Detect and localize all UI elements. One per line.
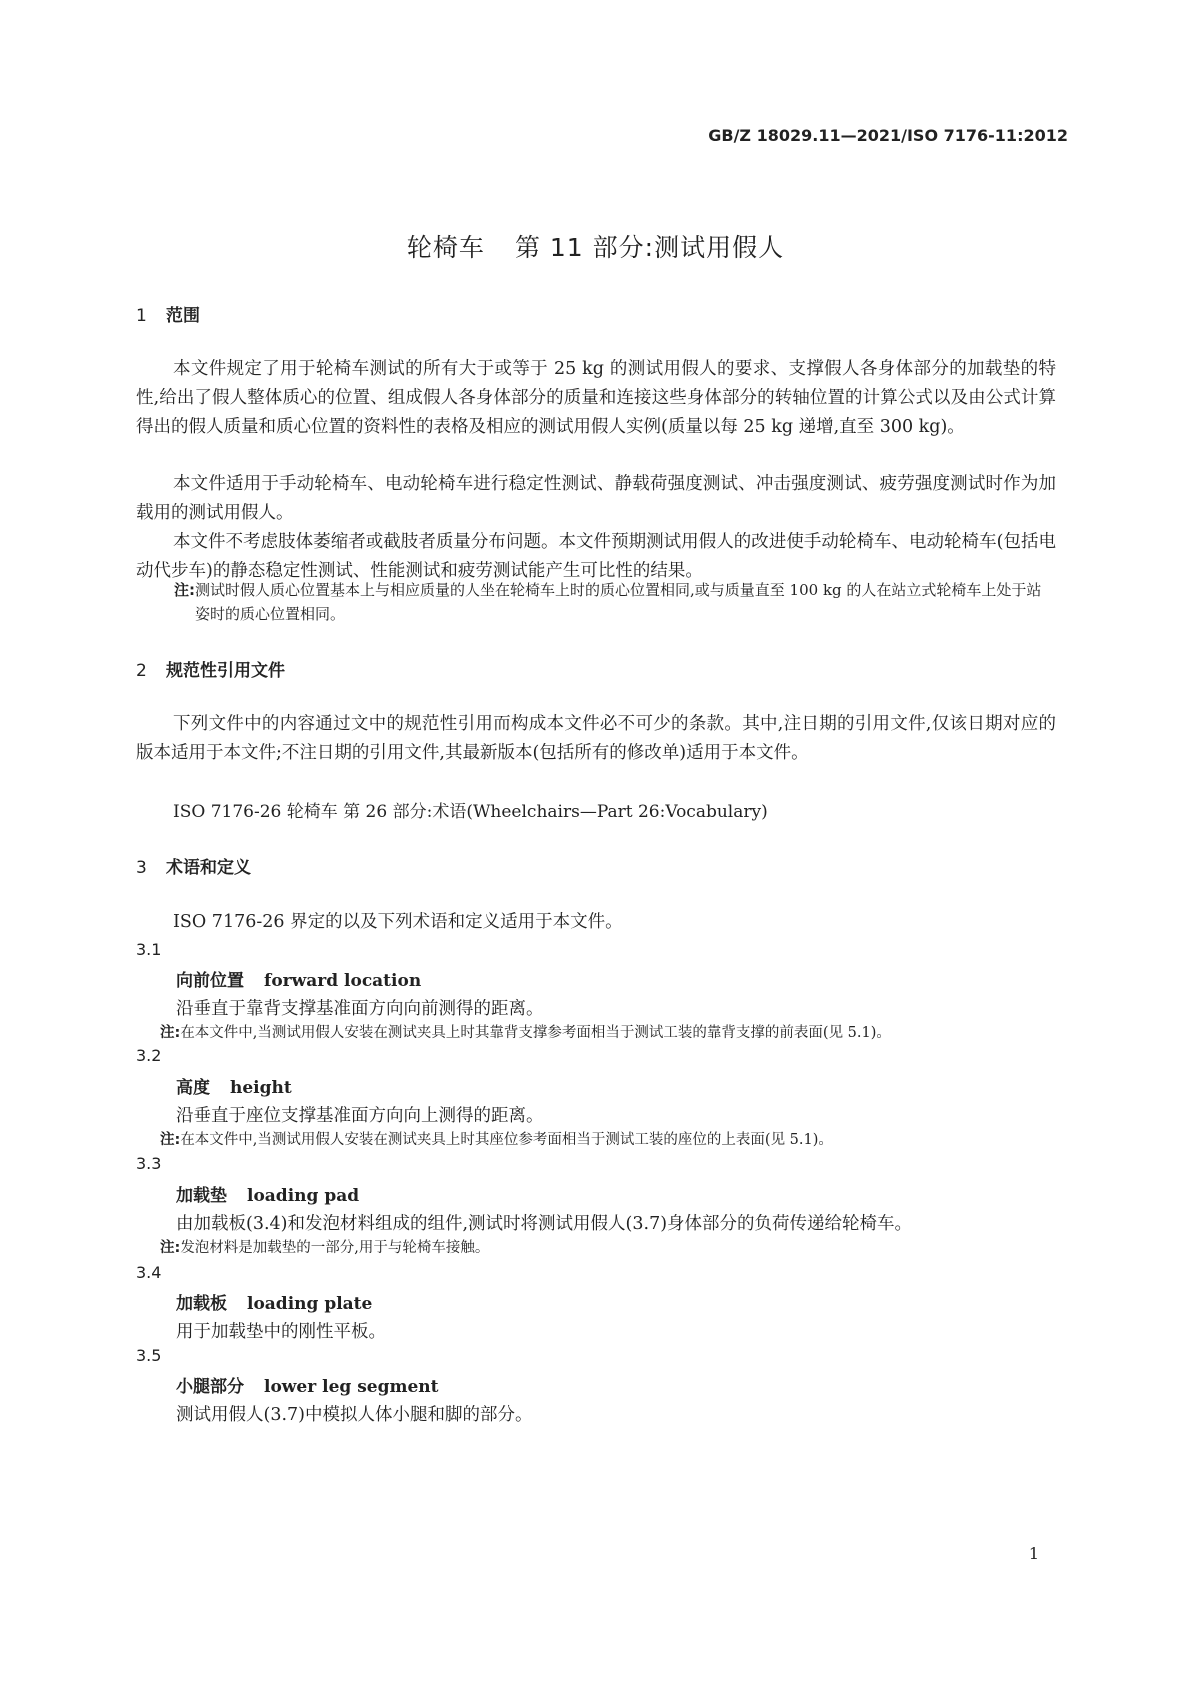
section-1-heading [136, 301, 200, 326]
section-title: 术语和定义 [166, 858, 251, 878]
title-part-a: 轮椅车 [406, 233, 485, 262]
term-zh: 小腿部分 [176, 1377, 244, 1397]
note-text: 在本文件中,当测试用假人安装在测试夹具上时其靠背支撑参考面相当于测试工装的靠背支撑的前表面(见 5.1)。 [180, 1025, 891, 1041]
term-definition: 沿垂直于座位支撑基准面方向向上测得的距离。 [176, 1106, 544, 1126]
section-1-paragraph-1: 本文件规定了用于轮椅车测试的所有大于或等于 25 kg 的测试用假人的要求、支撑假人各身体部分的加载垫的特性,给出了假人整体质心的位置、组成假人各身体部分的质量和连接这些身体部分的转轴位置的计算公式以及由公式计算得出的假人质量和质心位置的资料性的表格及相应的测试用假人实例(质量以每 25 kg 递增,直至 300 kg)。 [136, 359, 1056, 437]
term-en: lower leg segment [264, 1377, 439, 1397]
term-number: 3.3 [136, 1154, 162, 1173]
page-title [0, 228, 1191, 264]
term-zh: 向前位置 [176, 971, 244, 991]
normative-reference: ISO 7176-26 轮椅车 第 26 部分:术语(Wheelchairs—Part 26:Vocabulary) [173, 802, 768, 822]
term-number: 3.4 [136, 1263, 162, 1282]
term-en: loading pad [247, 1186, 360, 1206]
term-zh: 高度 [176, 1078, 210, 1098]
term-heading [176, 1181, 359, 1206]
term-en: height [230, 1078, 292, 1098]
section-1-note [174, 578, 1056, 626]
page-number: 1 [1028, 1544, 1039, 1563]
note-label: 注: [160, 1132, 181, 1148]
section-number: 3 [136, 858, 147, 878]
term-number: 3.5 [136, 1346, 162, 1365]
section-title: 规范性引用文件 [166, 661, 285, 681]
section-2-heading [136, 656, 285, 681]
term-number: 3.1 [136, 940, 162, 959]
section-2-paragraph-1: 下列文件中的内容通过文中的规范性引用而构成本文件必不可少的条款。其中,注日期的引用文件,仅该日期对应的版本适用于本文件;不注日期的引用文件,其最新版本(包括所有的修改单)适用于本文件。 [136, 714, 1056, 763]
term-note [160, 1128, 833, 1149]
note-text: 发泡材料是加载垫的一部分,用于与轮椅车接触。 [180, 1240, 490, 1256]
title-part-b: 第 11 部分:测试用假人 [514, 233, 785, 262]
section-title: 范围 [166, 306, 200, 326]
term-definition: 用于加载垫中的刚性平板。 [176, 1322, 386, 1342]
term-definition: 沿垂直于靠背支撑基准面方向向前测得的距离。 [176, 999, 544, 1019]
term-number: 3.2 [136, 1046, 162, 1065]
section-1-paragraph-3: 本文件不考虑肢体萎缩者或截肢者质量分布问题。本文件预期测试用假人的改进使手动轮椅车、电动轮椅车(包括电动代步车)的静态稳定性测试、性能测试和疲劳测试能产生可比性的结果。 [136, 532, 1056, 581]
term-en: forward location [264, 971, 422, 991]
term-definition: 由加载板(3.4)和发泡材料组成的组件,测试时将测试用假人(3.7)身体部分的负荷传递给轮椅车。 [176, 1214, 913, 1234]
term-heading [176, 1289, 372, 1314]
section-3-heading [136, 853, 251, 878]
term-zh: 加载板 [176, 1294, 227, 1314]
section-number: 1 [136, 306, 147, 326]
term-note [160, 1236, 489, 1257]
section-1-paragraph-2: 本文件适用于手动轮椅车、电动轮椅车进行稳定性测试、静载荷强度测试、冲击强度测试、疲劳强度测试时作为加载用的测试用假人。 [136, 474, 1056, 523]
term-definition: 测试用假人(3.7)中模拟人体小腿和脚的部分。 [176, 1405, 533, 1425]
section-3-intro: ISO 7176-26 界定的以及下列术语和定义适用于本文件。 [173, 912, 623, 932]
term-heading [176, 1372, 439, 1397]
note-text: 在本文件中,当测试用假人安装在测试夹具上时其座位参考面相当于测试工装的座位的上表面(见 5.1)。 [180, 1132, 833, 1148]
term-heading [176, 966, 421, 991]
note-label: 注: [160, 1025, 181, 1041]
term-zh: 加载垫 [176, 1186, 227, 1206]
note-label: 注: [174, 581, 195, 599]
standard-code-header: GB/Z 18029.11—2021/ISO 7176-11:2012 [708, 126, 1068, 145]
note-text: 测试时假人质心位置基本上与相应质量的人坐在轮椅车上时的质心位置相同,或与质量直至 100 kg 的人在站立式轮椅车上处于站姿时的质心位置相同。 [195, 581, 1042, 623]
section-number: 2 [136, 661, 147, 681]
term-note [160, 1021, 891, 1042]
term-heading [176, 1073, 292, 1098]
note-label: 注: [160, 1240, 181, 1256]
term-en: loading plate [247, 1294, 373, 1314]
